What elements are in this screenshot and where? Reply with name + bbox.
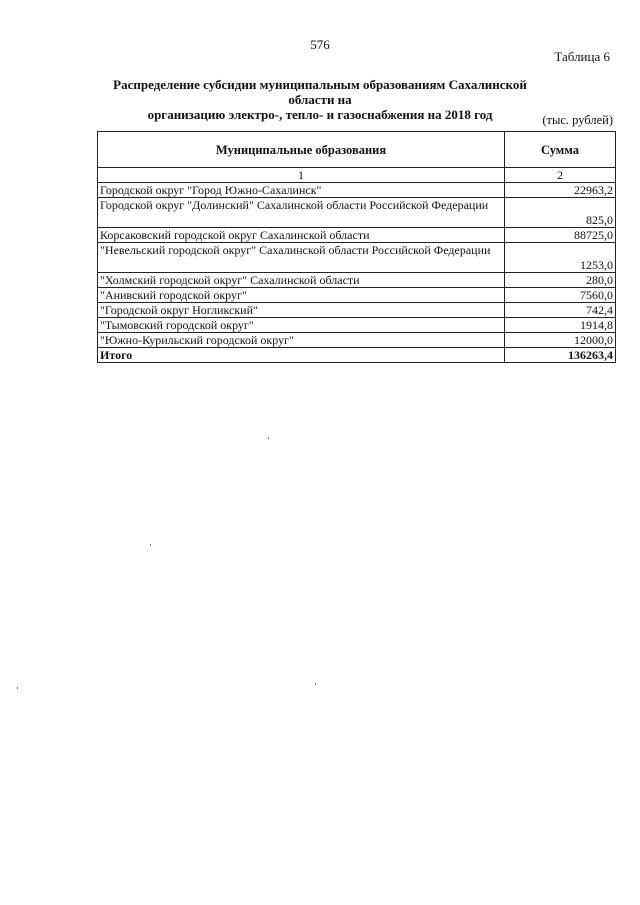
total-label: Итого — [98, 348, 505, 363]
table-header-row — [98, 132, 616, 168]
total-row — [98, 348, 616, 363]
scan-speck — [315, 683, 316, 685]
amount-value: 280,0 — [505, 273, 616, 288]
table-row — [98, 183, 616, 198]
municipality-name: "Южно-Курильский городской округ" — [98, 333, 505, 348]
amount-value: 1253,0 — [505, 243, 616, 273]
table-row — [98, 273, 616, 288]
amount-value: 12000,0 — [505, 333, 616, 348]
municipality-name: "Тымовский городской округ" — [98, 318, 505, 333]
total-amount: 136263,4 — [505, 348, 616, 363]
title-line-2: организацию электро-, тепло- и газоснабжения на 2018 год — [147, 107, 493, 122]
municipality-name: "Холмский городской округ" Сахалинской области — [98, 273, 505, 288]
subsidy-table — [97, 131, 616, 363]
municipality-name: "Городской округ Ногликский" — [98, 303, 505, 318]
amount-value: 825,0 — [505, 198, 616, 228]
table-row — [98, 318, 616, 333]
municipality-name: "Анивский городской округ" — [98, 288, 505, 303]
table-row — [98, 333, 616, 348]
table-row — [98, 288, 616, 303]
amount-value: 22963,2 — [505, 183, 616, 198]
column-number-row — [98, 168, 616, 183]
municipality-name: Городской округ "Долинский" Сахалинской области Российской Федерации — [98, 198, 505, 228]
table-row — [98, 303, 616, 318]
column-number-1: 1 — [98, 168, 505, 183]
table-row — [98, 198, 616, 228]
amount-value: 742,4 — [505, 303, 616, 318]
scan-speck — [150, 544, 151, 546]
scan-speck — [268, 437, 269, 439]
document-title — [100, 77, 540, 122]
table-label: Таблица 6 — [554, 49, 610, 64]
column-number-2: 2 — [505, 168, 616, 183]
header-municipality: Муниципальные образования — [98, 132, 505, 168]
amount-value: 88725,0 — [505, 228, 616, 243]
table-row — [98, 243, 616, 273]
municipality-name: "Невельский городской округ" Сахалинской области Российской Федерации — [98, 243, 505, 273]
table-row — [98, 228, 616, 243]
municipality-name: Корсаковский городской округ Сахалинской области — [98, 228, 505, 243]
scan-speck — [17, 687, 18, 689]
municipality-name: Городской округ "Город Южно-Сахалинск" — [98, 183, 505, 198]
units-label: (тыс. рублей) — [542, 113, 613, 127]
page-number: 576 — [310, 37, 330, 52]
header-amount: Сумма — [505, 132, 616, 168]
amount-value: 7560,0 — [505, 288, 616, 303]
amount-value: 1914,8 — [505, 318, 616, 333]
title-line-1: Распределение субсидии муниципальным образованиям Сахалинской области на — [113, 77, 527, 107]
